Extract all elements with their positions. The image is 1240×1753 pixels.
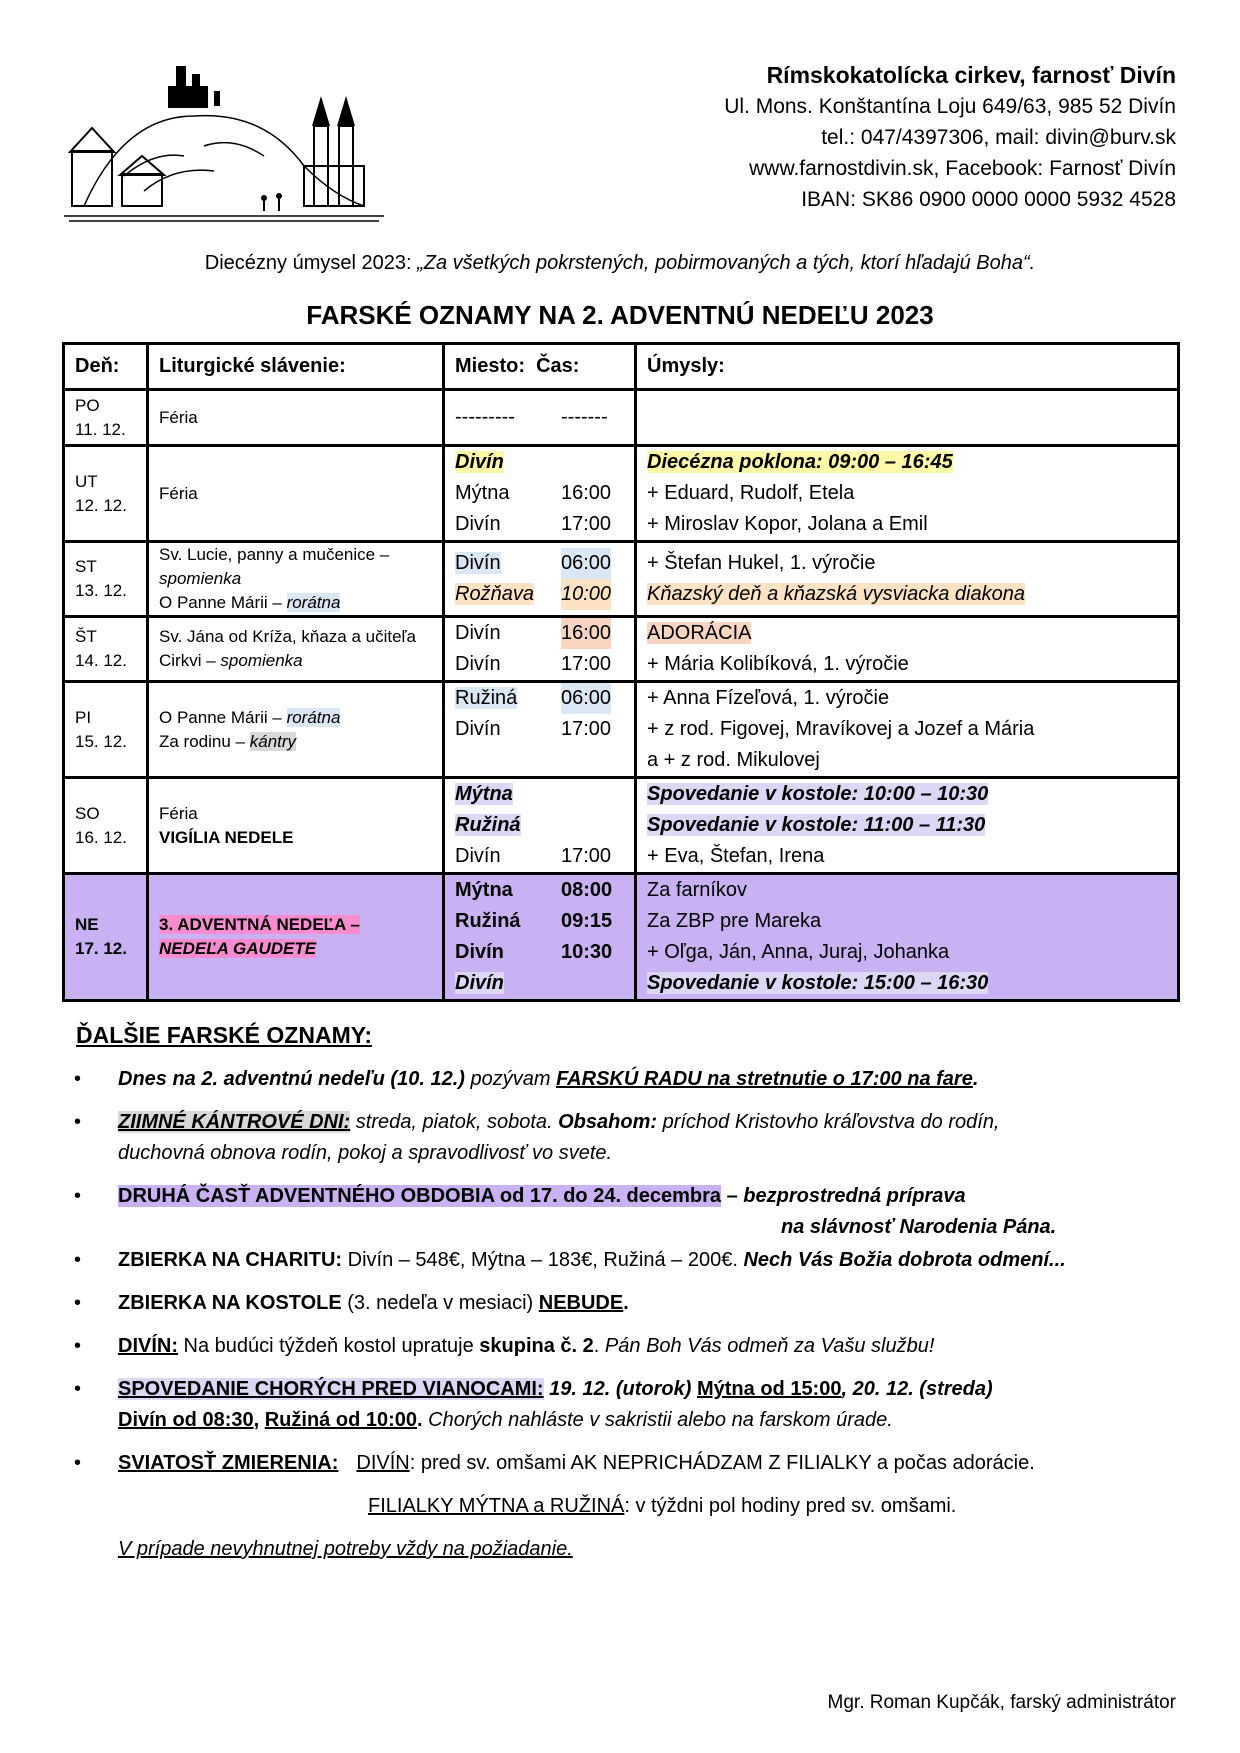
day-cell — [64, 542, 148, 617]
day-name: ST — [75, 557, 97, 576]
table-row — [64, 390, 1179, 446]
time: 10:00 — [561, 579, 611, 610]
place: Ružiná — [455, 910, 521, 932]
intention: + Eduard, Rudolf, Etela — [647, 482, 855, 504]
place: Divín — [455, 552, 501, 574]
schedule-table — [62, 342, 1180, 1002]
intentions-cell — [636, 874, 1179, 1001]
list-item-continuation: FILIALKY MÝTNA a RUŽINÁ: v týždni pol hodiny pred sv. omšami. — [368, 1495, 957, 1517]
liturgy-text: VIGÍLIA NEDELE — [159, 827, 294, 847]
day-name: UT — [75, 471, 98, 491]
list-item: • ZBIERKA NA CHARITU: Divín – 548€, Mýtna – 183€, Ružiná – 200€. Nech Vás Božia dobrota odmení... — [62, 1245, 1182, 1276]
day-name: PI — [75, 707, 92, 727]
intention: ADORÁCIA — [647, 622, 752, 644]
liturgy-text: Za rodinu – — [159, 731, 250, 751]
time: 06:00 — [561, 548, 611, 579]
intention: Spovedanie v kostole: 15:00 – 16:30 — [647, 972, 989, 994]
liturgy-rank: spomienka — [220, 651, 303, 670]
place: Rožňava — [455, 583, 534, 605]
place: Mýtna — [455, 482, 510, 504]
day-name: ŠT — [75, 627, 97, 646]
day-cell — [64, 446, 148, 542]
intention: Spovedanie v kostole: 10:00 – 10:30 — [647, 783, 989, 805]
day-cell — [64, 617, 148, 682]
place-time-cell — [444, 682, 636, 778]
time: 17:00 — [561, 845, 612, 867]
list-item: • SPOVEDANIE CHORÝCH PRED VIANOCAMI: 19. 12. (utorok) Mýtna od 15:00, 20. 12. (streda) Divín od 08:30, Ružiná od 10:00. Chorých nahláste v sakristii alebo na farskom úrade. — [62, 1374, 1182, 1436]
intention: Za farníkov — [647, 879, 748, 901]
day-name: PO — [75, 395, 100, 415]
intention: + Anna Fízeľová, 1. výročie — [647, 687, 890, 709]
liturgy-text: NEDEĽA GAUDETE — [159, 939, 317, 958]
place: Mýtna — [455, 783, 513, 805]
place: Divín — [455, 718, 501, 740]
intentions-cell — [636, 446, 1179, 542]
liturgy-cell — [148, 682, 444, 778]
list-item: • ZBIERKA NA KOSTOLE (3. nedeľa v mesiaci) NEBUDE. — [62, 1288, 1182, 1319]
day-date: 12. 12. — [75, 495, 127, 515]
place-time-cell — [444, 390, 636, 446]
time: 17:00 — [561, 513, 612, 535]
day-cell — [64, 778, 148, 874]
place-time-cell — [444, 778, 636, 874]
day-date: 11. 12. — [75, 419, 126, 439]
day-cell — [64, 390, 148, 446]
liturgy-text: Féria — [159, 483, 198, 503]
liturgy-text: 3. ADVENTNÁ NEDEĽA – — [159, 915, 360, 934]
intentions-cell — [636, 390, 1179, 446]
intention: a + z rod. Mikulovej — [647, 749, 820, 771]
liturgy-rank: spomienka — [159, 569, 242, 588]
place: Divín — [455, 653, 501, 675]
place: --------- — [455, 406, 515, 428]
intentions-cell — [636, 542, 1179, 617]
intention: + Štefan Hukel, 1. výročie — [647, 552, 876, 574]
liturgy-cell — [148, 617, 444, 682]
day-cell — [64, 682, 148, 778]
signature: Mgr. Roman Kupčák, farský administrátor — [827, 1692, 1176, 1713]
liturgy-cell — [148, 446, 444, 542]
liturgy-cell — [148, 778, 444, 874]
intention: Kňazský deň a kňazská vysviacka diakona — [647, 583, 1025, 605]
liturgy-rank: rorátna — [286, 593, 341, 612]
time: 17:00 — [561, 653, 612, 675]
list-item: • ZIIMNÉ KÁNTROVÉ DNI: streda, piatok, sobota. Obsahom: príchod Kristovho kráľovstva do rodín, duchovná obnova rodín, pokoj a spravodlivosť vo svete. — [62, 1107, 1182, 1169]
intention: + Mária Kolibíková, 1. výročie — [647, 653, 909, 675]
intention-quote: „Za všetkých pokrstených, pobirmovaných a tých, ktorí hľadajú Boha“. — [417, 252, 1036, 274]
day-name: NE — [75, 915, 99, 934]
intention: Za ZBP pre Mareka — [647, 910, 822, 932]
day-name: SO — [75, 803, 100, 823]
time: 17:00 — [561, 718, 612, 740]
parish-header — [724, 60, 1176, 215]
intention: + z rod. Figovej, Mravíkovej a Jozef a Mária — [647, 718, 1035, 740]
place: Divín — [455, 845, 501, 867]
parish-web: www.farnostdivin.sk, Facebook: Farnosť Divín — [749, 157, 1176, 180]
page-title: FARSKÉ OZNAMY NA 2. ADVENTNÚ NEDEĽU 2023 — [306, 300, 934, 330]
parish-name: Rímskokatolícka cirkev, farnosť Divín — [766, 62, 1176, 88]
place-time-cell — [444, 617, 636, 682]
announcements-list — [62, 1064, 1182, 1565]
time: 06:00 — [561, 683, 611, 714]
time: 09:15 — [561, 910, 613, 932]
more-announcements-title: ĎALŠIE FARSKÉ OZNAMY: — [76, 1022, 373, 1048]
day-cell — [64, 874, 148, 1001]
list-item: • SVIATOSŤ ZMIERENIA: DIVÍN: pred sv. omšami AK NEPRICHÁDZAM Z FILIALKY a počas adorácie. — [62, 1448, 1182, 1479]
table-row-sunday — [64, 874, 1179, 1001]
intention: + Eva, Štefan, Irena — [647, 845, 825, 867]
closing-note: V prípade nevyhnutnej potreby vždy na požiadanie. — [118, 1538, 573, 1560]
place: Divín — [455, 451, 504, 473]
header-liturgy: Liturgické slávenie: — [148, 344, 444, 390]
intentions-cell — [636, 617, 1179, 682]
intention-prefix: Diecézny úmysel 2023: — [204, 252, 418, 274]
day-date: 17. 12. — [75, 939, 127, 958]
liturgy-text: Cirkvi – — [159, 651, 221, 670]
table-header-row — [64, 344, 1179, 390]
liturgy-text: Féria — [159, 407, 198, 427]
liturgy-cell — [148, 874, 444, 1001]
place: Divín — [455, 941, 504, 963]
intention: Diecézna poklona: 09:00 – 16:45 — [647, 451, 953, 473]
list-item: • DIVÍN: Na budúci týždeň kostol upratuje skupina č. 2. Pán Boh Vás odmeň za Vašu službu! — [62, 1331, 1182, 1362]
header-intentions: Úmysly: — [636, 344, 1179, 390]
list-item: • DRUHÁ ČASŤ ADVENTNÉHO OBDOBIA od 17. do 24. decembra – bezprostredná príprava na slávnosť Narodenia Pána. — [62, 1181, 1182, 1243]
time: ------- — [561, 406, 608, 428]
place: Ružiná — [455, 814, 521, 836]
place-time-cell — [444, 542, 636, 617]
intention: + Miroslav Kopor, Jolana a Emil — [647, 513, 928, 535]
intention: Spovedanie v kostole: 11:00 – 11:30 — [647, 814, 986, 836]
liturgy-text: Féria — [159, 803, 198, 823]
table-row — [64, 682, 1179, 778]
diocesan-intention — [0, 252, 1240, 275]
table-row — [64, 778, 1179, 874]
liturgy-text: O Panne Márii – — [159, 707, 287, 727]
place: Divín — [455, 513, 501, 535]
place-time-cell — [444, 874, 636, 1001]
place: Divín — [455, 622, 501, 644]
liturgy-cell — [148, 390, 444, 446]
parish-address: Ul. Mons. Konštantína Loju 649/63, 985 52 Divín — [724, 95, 1176, 118]
liturgy-text: Sv. Lucie, panny a mučenice – — [159, 545, 390, 564]
liturgy-rank: kántry — [249, 731, 297, 751]
time: 16:00 — [561, 482, 612, 504]
day-date: 16. 12. — [75, 827, 127, 847]
liturgy-cell — [148, 542, 444, 617]
table-row — [64, 446, 1179, 542]
intentions-cell — [636, 778, 1179, 874]
place-time-cell — [444, 446, 636, 542]
header-day: Deň: — [64, 344, 148, 390]
list-item: • Dnes na 2. adventnú nedeľu (10. 12.) pozývam FARSKÚ RADU na stretnutie o 17:00 na fare. — [62, 1064, 1182, 1095]
castle-hill-illustration — [64, 56, 384, 226]
day-date: 15. 12. — [75, 731, 127, 751]
place: Ružiná — [455, 687, 518, 709]
time: 16:00 — [561, 618, 611, 649]
liturgy-text: O Panne Márii – — [159, 593, 287, 612]
table-row — [64, 617, 1179, 682]
time: 08:00 — [561, 879, 613, 901]
liturgy-rank: rorátna — [286, 707, 341, 727]
parish-contact: tel.: 047/4397306, mail: divin@burv.sk — [821, 126, 1176, 149]
time: 10:30 — [561, 941, 613, 963]
parish-iban: IBAN: SK86 0900 0000 0000 5932 4528 — [801, 188, 1176, 211]
intentions-cell — [636, 682, 1179, 778]
liturgy-text: Sv. Jána od Kríža, kňaza a učiteľa — [159, 627, 416, 646]
place: Divín — [455, 972, 504, 994]
day-date: 13. 12. — [75, 581, 127, 600]
header-place-time: Miesto: Čas: — [444, 344, 636, 390]
place: Mýtna — [455, 879, 513, 901]
table-row — [64, 542, 1179, 617]
day-date: 14. 12. — [75, 651, 127, 670]
intention: + Oľga, Ján, Anna, Juraj, Johanka — [647, 941, 950, 963]
